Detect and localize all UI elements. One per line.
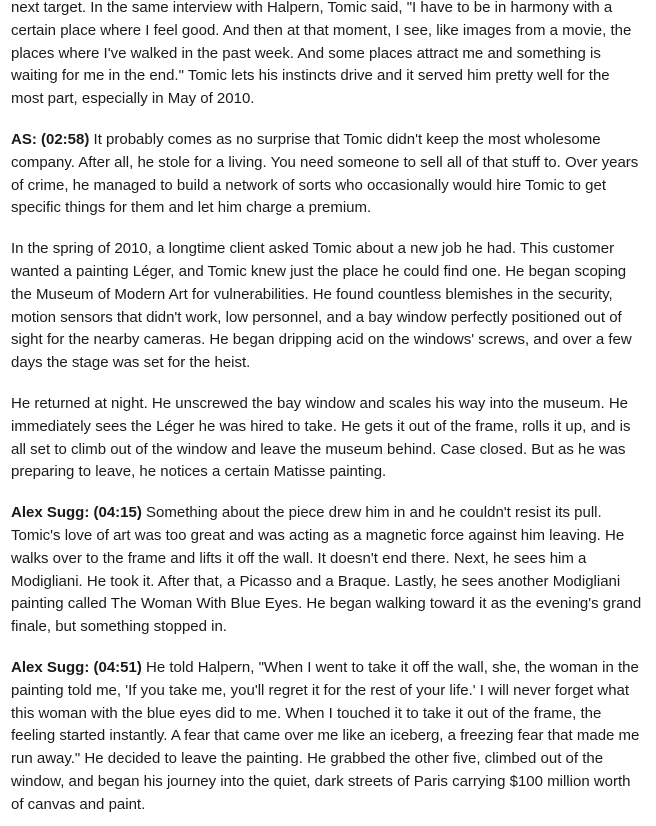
transcript-paragraph xyxy=(11,238,646,375)
speaker-label: Alex Sugg: (04:51) xyxy=(11,658,142,676)
speaker-label: Alex Sugg: (04:15) xyxy=(11,504,142,522)
paragraph-text: In the spring of 2010, a longtime client asked Tomic about a new job he had. This customer wanted a painting Léger, and Tomic knew just the place he could find one. He began scoping the Museum of Modern Art for vulnerabilities. He found countless blemishes in the security, motion sensors that didn't work, low personnel, and a bay window perfectly positioned out of sight for the nearby cameras. He began dripping acid on the windows' screws, and over a few days the stage was set for the heist. xyxy=(11,240,632,372)
transcript-paragraph xyxy=(11,502,646,639)
paragraph-text: next target. In the same interview with Halpern, Tomic said, "I have to be in harmony with a certain place where I feel good. And then at that moment, I see, like images from a movie, the places where I've walked in the past week. And some places attract me and something is waiting for me in the end." Tomic lets his instincts drive and it served him pretty well for the most part, especially in May of 2010. xyxy=(11,0,632,108)
speaker-label: AS: (02:58) xyxy=(11,130,90,148)
paragraph-text: He returned at night. He unscrewed the bay window and scales his way into the museum. He immediately sees the Léger he was hired to take. He gets it out of the frame, rolls it up, and is all set to climb out of the window and leave the museum behind. Case closed. But as he was preparing to leave, he notices a certain Matisse painting. xyxy=(11,394,631,481)
paragraph-text: He told Halpern, "When I went to take it off the wall, she, the woman in the painting told me, 'If you take me, you'll regret it for the rest of your life.' I will never forget what this woman with the blue eyes did to me. When I touched it to take it out of the frame, the feeling started instantly. A fear that came over me like an iceberg, a freezing fear that made me run away." He decided to leave the painting. He grabbed the other five, climbed out of the window, and began his journey into the quiet, dark streets of Paris carrying $100 million worth of canvas and paint. xyxy=(11,658,640,813)
transcript-paragraph xyxy=(11,657,646,817)
transcript-paragraph xyxy=(11,393,646,484)
transcript-paragraph xyxy=(11,0,646,111)
transcript-paragraph xyxy=(11,129,646,220)
paragraph-text: It probably comes as no surprise that Tomic didn't keep the most wholesome company. After all, he stole for a living. You need someone to sell all of that stuff to. Over years of crime, he managed to build a network of sorts who occasionally would hire Tomic to get specific things for them and let him charge a premium. xyxy=(11,130,639,217)
paragraph-text: Something about the piece drew him in and he couldn't resist its pull. Tomic's love of art was too great and was acting as a magnetic force against him leaving. He walks over to the frame and lifts it off the wall. It doesn't end there. Next, he sees him a Modigliani. He took it. After that, a Picasso and a Braque. Lastly, he sees another Modigliani painting called The Woman With Blue Eyes. He began walking toward it as the evening's grand finale, but something stopped in. xyxy=(11,504,642,636)
